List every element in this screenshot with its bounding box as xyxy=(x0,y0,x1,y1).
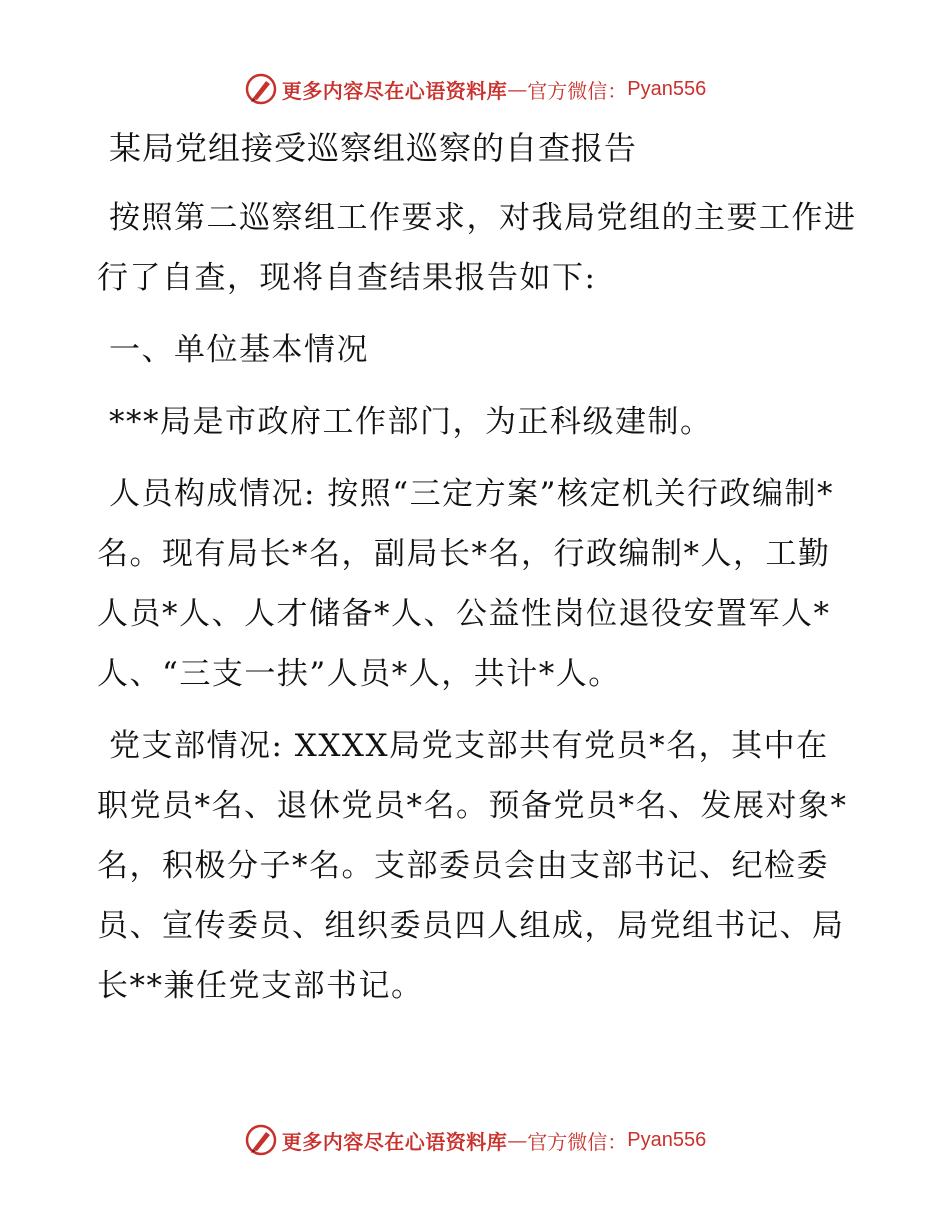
unit-paragraph: ***局是市政府工作部门，为正科级建制。 xyxy=(109,404,713,440)
watermark-main-text: 更多内容尽在心语资料库 xyxy=(281,78,508,103)
footer-watermark xyxy=(0,1123,950,1157)
party-branch-paragraph: 党支部情况: XXXX局党支部共有党员*名，其中在职党员*名、退休党员*名。预备党员*名、发展对象*名，积极分子*名。支部委员会由支部书记、纪检委员、宣传委员、组织委员四人组成，局党组书记、局长**兼任党支部书记。 xyxy=(97,728,848,1004)
watermark-official-label: 官方微信： xyxy=(527,78,628,103)
section-heading: 一、单位基本情况 xyxy=(109,332,369,368)
watermark-handle: Pyan556 xyxy=(627,1128,707,1151)
document-body xyxy=(97,120,857,1028)
watermark-separator: — xyxy=(507,77,528,101)
pen-logo-icon xyxy=(244,72,278,106)
watermark-separator: — xyxy=(507,1128,528,1152)
pen-logo-icon xyxy=(244,1123,278,1157)
header-watermark xyxy=(0,72,950,106)
watermark-handle: Pyan556 xyxy=(627,77,707,100)
document-title: 某局党组接受巡察组巡察的自查报告 xyxy=(109,129,638,167)
intro-paragraph: 按照第二巡察组工作要求，对我局党组的主要工作进行了自查，现将自查结果报告如下: xyxy=(97,200,857,296)
staff-paragraph: 人员构成情况: 按照“三定方案”核定机关行政编制*名。现有局长*名，副局长*名，行政编制*人，工勤人员*人、人才储备*人、公益性岗位退役安置军人*人、“三支一扶”人员*人，共计*人。 xyxy=(97,476,834,692)
watermark-official-label: 官方微信： xyxy=(527,1129,628,1154)
watermark-main-text: 更多内容尽在心语资料库 xyxy=(281,1129,508,1154)
